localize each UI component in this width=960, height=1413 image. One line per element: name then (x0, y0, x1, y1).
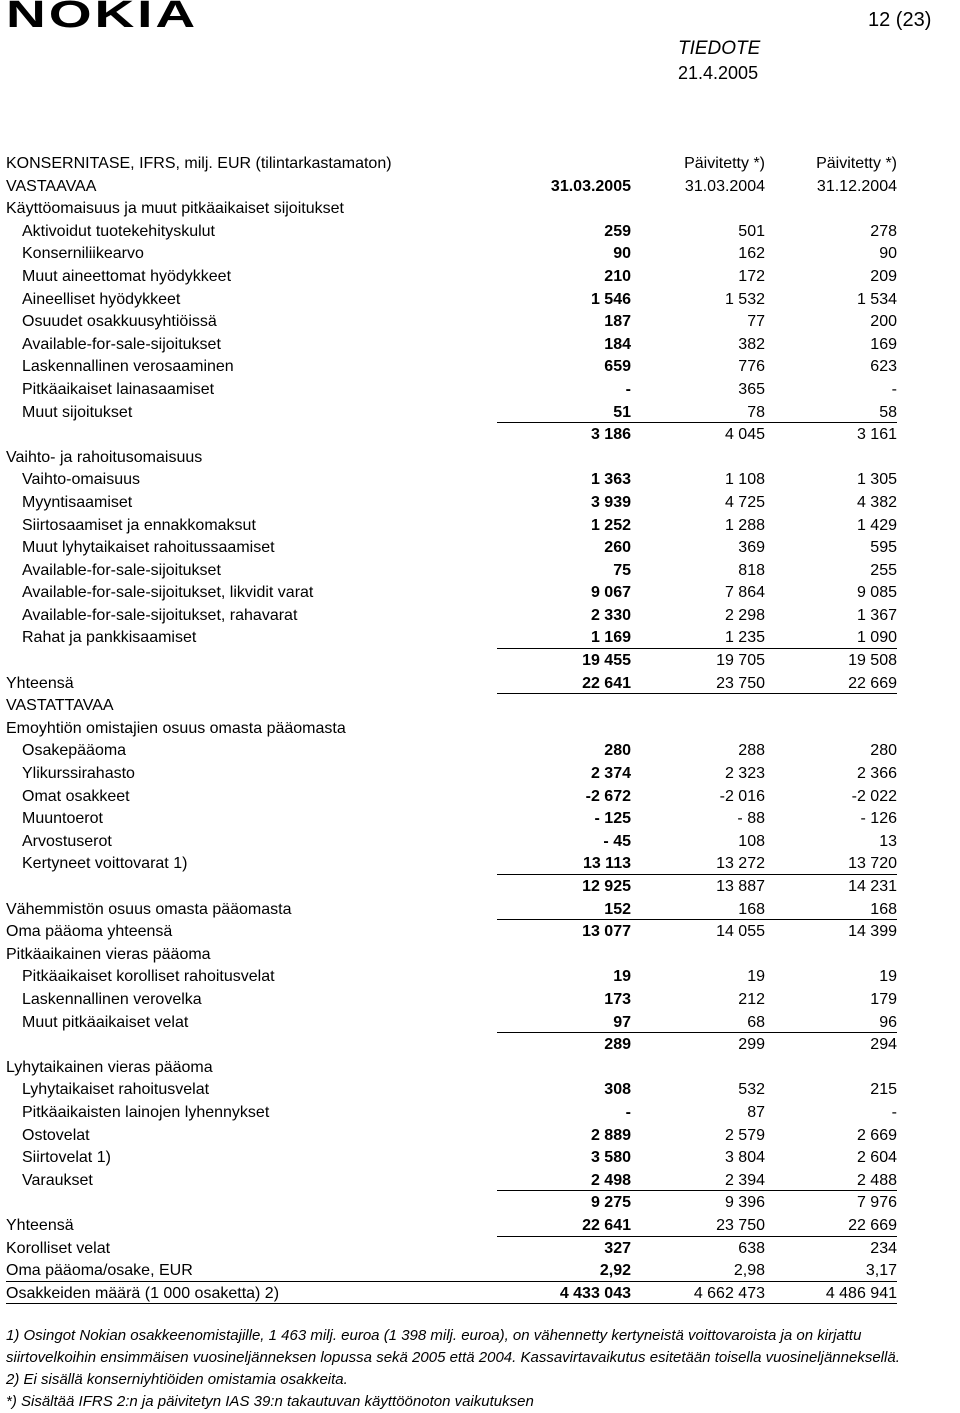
cell-c1: 3 580 (590, 1149, 631, 1167)
cell-c2: 2 579 (724, 1126, 765, 1144)
cell-c3: 234 (870, 1239, 897, 1257)
cell-c1: - (625, 1103, 631, 1121)
table-row (0, 1079, 960, 1102)
row-label: Oma pääoma/osake, EUR (6, 1262, 193, 1280)
row-label: Lyhytaikaiset rahoitusvelat (22, 1081, 210, 1099)
document-date: 21.4.2005 (678, 63, 759, 83)
row-label: Pitkäaikaiset lainasaamiset (22, 380, 215, 398)
row-label: Available-for-sale-sijoitukset (22, 561, 221, 579)
row-label: Pitkäaikaiset korolliset rahoitusvelat (22, 968, 275, 986)
cell-c3: 19 (879, 968, 897, 986)
row-label: Kertyneet voittovarat 1) (22, 855, 188, 873)
table-row (0, 831, 960, 854)
table-row (0, 447, 960, 470)
cell-c1: 3 939 (590, 493, 631, 511)
cell-c1: 1 546 (590, 290, 631, 308)
cell-c3: 255 (870, 561, 897, 579)
cell-c3: 1 305 (856, 471, 897, 489)
footnote: 1) Osingot Nokian osakkeenomistajille, 1 463 milj. euroa (1 398 milj. euroa), on vähennetty kertyneistä voittovaroista ja on kirjattu (6, 1327, 862, 1344)
table-row (0, 1034, 960, 1057)
cell-c3: 14 231 (848, 878, 897, 895)
cell-c1: 2 889 (590, 1126, 631, 1144)
row-label: Vaihto-omaisuus (22, 471, 140, 489)
cell-c2: 19 705 (716, 652, 765, 670)
page-number: 12 (23) (868, 9, 932, 31)
cell-c1: 187 (604, 313, 631, 331)
cell-c3: 169 (870, 335, 897, 353)
table-date-row (0, 176, 960, 199)
row-label: Osuudet osakkuusyhtiöissä (22, 313, 217, 331)
cell-c2: 23 750 (716, 674, 765, 692)
row-label: Osakepääoma (22, 742, 127, 760)
cell-c2: 13 272 (716, 855, 765, 873)
table-row (0, 424, 960, 447)
cell-c1: 259 (604, 222, 631, 240)
table-row (0, 1215, 960, 1238)
col3-date: 31.12.2004 (816, 177, 897, 195)
row-label: Muut aineettomat hyödykkeet (22, 267, 232, 285)
cell-c1: 2 374 (590, 765, 631, 783)
cell-c3: 168 (870, 900, 897, 918)
cell-c1: 210 (604, 267, 631, 285)
row-label: Muuntoerot (22, 810, 103, 828)
cell-c3: - (891, 380, 897, 398)
cell-c1: 1 252 (590, 516, 631, 534)
cell-c3: 2 669 (856, 1126, 897, 1144)
cell-c3: 1 090 (856, 629, 897, 647)
cell-c2: 19 (747, 968, 765, 986)
table-row (0, 537, 960, 560)
cell-c1: 19 455 (582, 652, 631, 670)
table-row (0, 1012, 960, 1035)
cell-c1: 4 433 043 (559, 1284, 631, 1302)
row-label: Pitkäaikainen vieras pääoma (6, 945, 211, 963)
cell-c1: 1 363 (590, 471, 631, 489)
cell-c2: 168 (738, 900, 765, 918)
row-label: Käyttöomaisuus ja muut pitkäaikaiset sijoitukset (6, 200, 344, 218)
row-label: Konserniliikearvo (22, 245, 144, 263)
table-row (0, 1283, 960, 1306)
table-row (0, 266, 960, 289)
cell-c2: 212 (738, 990, 765, 1008)
table-row (0, 221, 960, 244)
cell-c3: 2 604 (856, 1149, 897, 1167)
cell-c1: 289 (604, 1036, 631, 1054)
cell-c1: 173 (604, 990, 631, 1008)
row-label: Siirtovelat 1) (22, 1149, 111, 1167)
table-row (0, 469, 960, 492)
row-label: Myyntisaamiset (22, 493, 133, 511)
cell-c1: 1 169 (590, 629, 631, 647)
cell-c2: 87 (747, 1103, 765, 1121)
cell-c2: 2,98 (733, 1262, 765, 1280)
table-row (0, 605, 960, 628)
table-row (0, 1238, 960, 1261)
table-row (0, 356, 960, 379)
cell-c1: - (625, 380, 631, 398)
table-row (0, 853, 960, 876)
cell-c2: 162 (738, 245, 765, 263)
table-row (0, 1170, 960, 1193)
cell-c1: 19 (613, 968, 631, 986)
row-label: Arvostuserot (22, 832, 112, 850)
cell-c3: 200 (870, 313, 897, 331)
table-row (0, 944, 960, 967)
table-row (0, 582, 960, 605)
row-label: Ostovelat (22, 1126, 90, 1144)
cell-c2: 818 (738, 561, 765, 579)
footnote: 2) Ei sisällä konserniyhtiöiden omistamia osakkeita. (6, 1371, 348, 1388)
cell-c2: 2 394 (724, 1171, 765, 1189)
row-label: Rahat ja pankkisaamiset (22, 629, 197, 647)
underline-rule (497, 648, 897, 649)
cell-c2: 77 (747, 313, 765, 331)
cell-c3: 7 976 (856, 1194, 897, 1212)
cell-c3: 1 534 (856, 290, 897, 308)
cell-c3: 4 486 941 (825, 1284, 897, 1302)
cell-c2: 108 (738, 832, 765, 850)
underline-rule (497, 874, 897, 875)
cell-c3: 9 085 (856, 584, 897, 602)
cell-c1: 9 067 (590, 584, 631, 602)
nokia-logo: NOKIA (6, 0, 199, 36)
cell-c3: - 126 (860, 810, 897, 828)
row-label: Yhteensä (6, 1216, 74, 1234)
row-label: Ylikurssirahasto (22, 765, 135, 783)
cell-c2: 1 288 (724, 516, 765, 534)
row-label: Korolliset velat (6, 1239, 111, 1257)
cell-c2: 2 298 (724, 606, 765, 624)
row-label: Varaukset (22, 1171, 93, 1189)
col3-updated-label: Päivitetty *) (816, 155, 897, 172)
cell-c2: 78 (747, 403, 765, 421)
cell-c2: 172 (738, 267, 765, 285)
document-type: TIEDOTE (678, 38, 761, 59)
cell-c1: 152 (604, 900, 631, 918)
cell-c2: 14 055 (716, 923, 765, 941)
cell-c2: 776 (738, 358, 765, 376)
cell-c3: 90 (879, 245, 897, 263)
row-label: Muut sijoitukset (22, 403, 133, 421)
footnotes (6, 1325, 956, 1413)
cell-c3: 22 669 (848, 674, 897, 692)
table-row (0, 921, 960, 944)
row-label: Osakkeiden määrä (1 000 osaketta) 2) (6, 1284, 280, 1302)
cell-c2: 3 804 (724, 1149, 765, 1167)
cell-c2: 382 (738, 335, 765, 353)
underline-rule (6, 1281, 897, 1282)
table-row (0, 1102, 960, 1125)
cell-c2: 68 (747, 1013, 765, 1031)
row-label: Available-for-sale-sijoitukset, rahavarat (22, 606, 298, 624)
cell-c2: 1 235 (724, 629, 765, 647)
cell-c1: - 45 (603, 832, 631, 850)
table-row (0, 1147, 960, 1170)
row-label: Oma pääoma yhteensä (6, 923, 173, 941)
cell-c1: 22 641 (582, 674, 631, 692)
row-label: Siirtosaamiset ja ennakkomaksut (22, 516, 256, 534)
cell-c2: 369 (738, 539, 765, 557)
cell-c2: 4 725 (724, 493, 765, 511)
balance-sheet-table (0, 153, 960, 1305)
footnote: *) Sisältää IFRS 2:n ja päivitetyn IAS 39:n takautuvan käyttöönoton vaikutuksen (6, 1393, 534, 1410)
cell-c1: - 125 (594, 810, 631, 828)
table-row (0, 899, 960, 922)
underline-rule (497, 693, 897, 694)
table-row (0, 1057, 960, 1080)
table-row (0, 560, 960, 583)
cell-c3: 179 (870, 990, 897, 1008)
cell-c2: 4 045 (724, 426, 765, 444)
col2-updated-label: Päivitetty *) (684, 155, 765, 172)
row-label: Available-for-sale-sijoitukset, likvidit varat (22, 584, 314, 602)
row-label: Lyhytaikainen vieras pääoma (6, 1058, 213, 1076)
table-row (0, 989, 960, 1012)
cell-c1: 308 (604, 1081, 631, 1099)
table-row (0, 786, 960, 809)
cell-c2: - 88 (737, 810, 765, 828)
cell-c2: 9 396 (724, 1194, 765, 1212)
cell-c3: 280 (870, 742, 897, 760)
table-row (0, 718, 960, 741)
cell-c1: 260 (604, 539, 631, 557)
cell-c2: 4 662 473 (693, 1284, 765, 1302)
cell-c3: 96 (879, 1013, 897, 1031)
table-row (0, 650, 960, 673)
cell-c1: 659 (604, 358, 631, 376)
cell-c1: 9 275 (590, 1194, 631, 1212)
cell-c3: -2 022 (851, 787, 897, 805)
cell-c1: 12 925 (582, 878, 631, 895)
cell-c3: 209 (870, 267, 897, 285)
cell-c1: 13 077 (582, 923, 631, 941)
cell-c2: 2 323 (724, 765, 765, 783)
cell-c3: 294 (870, 1036, 897, 1054)
row-label: Muut lyhytaikaiset rahoitussaamiset (22, 539, 275, 557)
table-row (0, 1260, 960, 1283)
cell-c3: 13 720 (848, 855, 897, 873)
cell-c3: 58 (879, 403, 897, 421)
cell-c1: 22 641 (582, 1216, 631, 1234)
cell-c1: 75 (613, 561, 631, 579)
cell-c1: -2 672 (585, 787, 631, 805)
cell-c2: 532 (738, 1081, 765, 1099)
row-label: VASTATTAVAA (6, 697, 114, 715)
cell-c2: 23 750 (716, 1216, 765, 1234)
section-label: VASTAAVAA (6, 177, 97, 195)
cell-c2: 501 (738, 222, 765, 240)
table-row (0, 334, 960, 357)
cell-c1: 280 (604, 742, 631, 760)
table-row (0, 966, 960, 989)
cell-c2: 1 108 (724, 471, 765, 489)
row-label: Pitkäaikaisten lainojen lyhennykset (22, 1103, 270, 1121)
table-row (0, 1192, 960, 1215)
table-row (0, 243, 960, 266)
cell-c2: 638 (738, 1239, 765, 1257)
cell-c3: 3,17 (865, 1262, 897, 1280)
table-row (0, 627, 960, 650)
table-row (0, 311, 960, 334)
table-row (0, 763, 960, 786)
cell-c3: 13 (879, 832, 897, 850)
cell-c3: 4 382 (856, 493, 897, 511)
table-row (0, 492, 960, 515)
cell-c2: 7 864 (724, 584, 765, 602)
table-title: KONSERNITASE, IFRS, milj. EUR (tilintarkastamaton) (6, 155, 392, 172)
cell-c1: 51 (613, 403, 631, 421)
table-row (0, 198, 960, 221)
cell-c1: 90 (613, 245, 631, 263)
row-label: Omat osakkeet (22, 787, 130, 805)
table-row (0, 808, 960, 831)
table-row (0, 695, 960, 718)
row-label: Muut pitkäaikaiset velat (22, 1013, 189, 1031)
cell-c1: 2 498 (590, 1171, 631, 1189)
table-row (0, 379, 960, 402)
row-label: Available-for-sale-sijoitukset (22, 335, 221, 353)
table-row (0, 1125, 960, 1148)
row-label: Vähemmistön osuus omasta pääomasta (6, 900, 292, 918)
table-row (0, 402, 960, 425)
cell-c1: 2 330 (590, 606, 631, 624)
table-row (0, 876, 960, 899)
cell-c2: 288 (738, 742, 765, 760)
col2-date: 31.03.2004 (684, 177, 765, 195)
row-label: Aktivoidut tuotekehityskulut (22, 222, 215, 240)
row-label: Emoyhtiön omistajien osuus omasta pääomasta (6, 719, 346, 737)
cell-c1: 327 (604, 1239, 631, 1257)
cell-c3: 278 (870, 222, 897, 240)
row-label: Yhteensä (6, 674, 74, 692)
cell-c3: 2 366 (856, 765, 897, 783)
row-label: Vaihto- ja rahoitusomaisuus (6, 448, 203, 466)
cell-c3: 14 399 (848, 923, 897, 941)
underline-rule (497, 1190, 897, 1191)
underline-rule (497, 1236, 897, 1237)
cell-c1: 97 (613, 1013, 631, 1031)
table-row (0, 673, 960, 696)
cell-c2: 299 (738, 1036, 765, 1054)
cell-c2: 365 (738, 380, 765, 398)
row-label: Aineelliset hyödykkeet (22, 290, 181, 308)
cell-c3: 1 367 (856, 606, 897, 624)
underline-rule (497, 422, 897, 423)
table-header-row (0, 153, 960, 176)
cell-c2: -2 016 (719, 787, 765, 805)
table-row (0, 515, 960, 538)
cell-c3: 2 488 (856, 1171, 897, 1189)
table-row (0, 289, 960, 312)
cell-c1: 184 (604, 335, 631, 353)
underline-rule (497, 1032, 897, 1033)
underline-rule (497, 919, 897, 920)
cell-c1: 3 186 (590, 426, 631, 444)
underline-rule (6, 1303, 897, 1304)
cell-c2: 13 887 (716, 878, 765, 895)
cell-c3: 595 (870, 539, 897, 557)
cell-c3: - (891, 1103, 897, 1121)
cell-c1: 2,92 (599, 1262, 631, 1280)
cell-c3: 19 508 (848, 652, 897, 670)
cell-c3: 22 669 (848, 1216, 897, 1234)
cell-c1: 13 113 (582, 855, 631, 873)
row-label: Laskennallinen verosaaminen (22, 358, 234, 376)
cell-c3: 215 (870, 1081, 897, 1099)
cell-c3: 1 429 (856, 516, 897, 534)
row-label: Laskennallinen verovelka (22, 990, 202, 1008)
cell-c3: 623 (870, 358, 897, 376)
col1-date: 31.03.2005 (550, 177, 631, 195)
cell-c3: 3 161 (856, 426, 897, 444)
table-row (0, 740, 960, 763)
cell-c2: 1 532 (724, 290, 765, 308)
footnote: siirtovelkoihin ensimmäisen vuosineljänneksen lopussa sekä 2005 että 2004. Kassavirtavaikutus esitetään toisella vuosineljänneksellä. (6, 1349, 900, 1366)
